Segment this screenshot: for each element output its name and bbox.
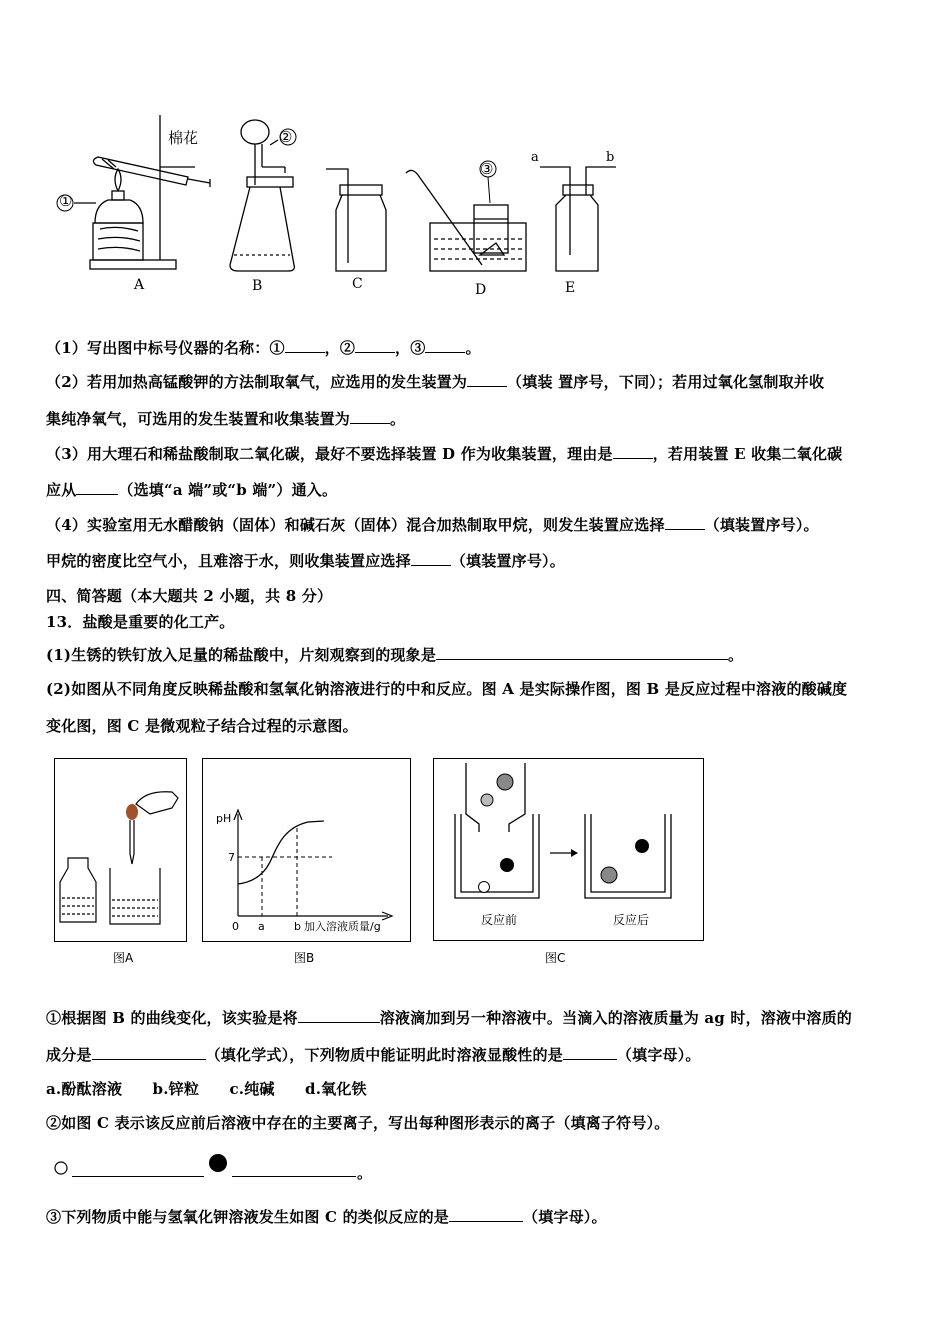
question-2-line-2: 集纯净氧气，可选用的发生装置和收集装置为 。 — [46, 410, 406, 428]
mark-3-label: ③ — [480, 160, 494, 178]
tick-b: b — [294, 920, 301, 933]
caption-b: 图B — [294, 951, 315, 965]
answer-blank[interactable] — [285, 338, 325, 353]
figure-b-chart — [202, 758, 412, 943]
answer-blank[interactable] — [563, 1045, 617, 1060]
question-13-part-1: (1)生锈的铁钉放入足量的稀盐酸中，片刻观察到的现象是 。 — [46, 646, 744, 664]
answer-blank[interactable] — [72, 1162, 204, 1177]
answer-blank[interactable] — [92, 1045, 206, 1060]
sub-question-3: ③下列物质中能与氢氧化钾溶液发生如图 C 的类似反应的是 （填字母）。 — [46, 1208, 607, 1226]
answer-blank[interactable] — [298, 1008, 380, 1023]
options: a.酚酞溶液 b.锌粒 c.纯碱 d.氧化铁 — [46, 1080, 367, 1098]
white-circle-icon — [53, 1160, 69, 1176]
question-2-line-1: （2）若用加热高锰酸钾的方法制取氧气，应选用的发生装置为 （填装 置序号，下同）；若用过氧化氢制取并收 — [46, 373, 825, 391]
light-gray-particle — [481, 794, 493, 806]
sub-question-1-line-1: ①根据图 B 的曲线变化，该实验是将 溶液滴加到另一种溶液中。当滴入的溶液质量为 ag 时，溶液中溶质的 — [46, 1009, 852, 1027]
question-4-line-1: （4）实验室用无水醋酸钠（固体）和碱石灰（固体）混合加热制取甲烷，则发生装置应选择 （填装置序号）。 — [46, 516, 819, 534]
port-a-label: a — [531, 150, 539, 165]
tick-a: a — [258, 920, 265, 933]
answer-blank[interactable] — [436, 645, 728, 660]
sub-question-1-line-2: 成分是 （填化学式），下列物质中能证明此时溶液显酸性的是 （填字母）。 — [46, 1046, 701, 1064]
after-label: 反应后 — [613, 913, 650, 927]
mark-2-label: ② — [279, 128, 293, 146]
before-label: 反应前 — [481, 913, 518, 927]
gray-particle — [497, 774, 513, 790]
black-particle — [500, 858, 514, 872]
question-1: （1）写出图中标号仪器的名称：① ，② ，③ 。 — [46, 339, 481, 357]
mark-1-label: ① — [59, 192, 73, 210]
cotton-label: 棉花 — [168, 129, 199, 147]
answer-blank[interactable] — [613, 444, 653, 459]
sub-question-2-end: 。 — [357, 1164, 373, 1182]
answer-blank[interactable] — [76, 480, 118, 495]
question-13-title: 13．盐酸是重要的化工产。 — [46, 613, 235, 631]
caption-c: 图C — [545, 951, 566, 965]
tick-7: 7 — [228, 851, 235, 864]
answer-blank[interactable] — [665, 515, 705, 530]
sub-question-2: ②如图 C 表示该反应前后溶液中存在的主要离子，写出每种图形表示的离子（填离子符号）。 — [46, 1114, 670, 1132]
answer-blank[interactable] — [449, 1207, 523, 1222]
port-b-label: b — [606, 150, 615, 165]
figure-a — [54, 758, 188, 943]
section-heading: 四、简答题（本大题共 2 小题，共 8 分） — [46, 587, 333, 605]
gray-particle — [601, 867, 617, 883]
x-axis-label: 加入溶液质量/g — [304, 920, 381, 933]
apparatus-label-b: B — [252, 278, 263, 294]
apparatus-label-d: D — [475, 282, 487, 298]
ph-curve — [238, 821, 324, 884]
answer-blank[interactable] — [355, 338, 395, 353]
question-4-line-2: 甲烷的密度比空气小，且难溶于水，则收集装置应选择 （填装置序号）。 — [46, 552, 565, 570]
caption-a: 图A — [113, 951, 134, 965]
tick-origin: 0 — [232, 920, 239, 933]
question-13-part-2-line-2: 变化图，图 C 是微观粒子结合过程的示意图。 — [46, 717, 358, 735]
figure-c — [433, 758, 705, 942]
answer-blank[interactable] — [411, 551, 451, 566]
question-3-line-2: 应从 （选填“a 端”或“b 端”）通入。 — [46, 481, 338, 499]
apparatus-label-e: E — [565, 280, 576, 296]
apparatus-label-a: A — [134, 277, 145, 293]
white-particle — [479, 882, 490, 893]
black-particle — [635, 839, 649, 853]
black-circle-icon — [207, 1152, 229, 1174]
answer-blank[interactable] — [232, 1162, 356, 1177]
question-13-part-2-line-1: (2)如图从不同角度反映稀盐酸和氢氧化钠溶液进行的中和反应。图 A 是实际操作图，图 B 是反应过程中溶液的酸碱度 — [46, 680, 848, 698]
answer-blank[interactable] — [425, 338, 465, 353]
answer-blank[interactable] — [467, 372, 507, 387]
question-3-line-1: （3）用大理石和稀盐酸制取二氧化碳，最好不要选择装置 D 作为收集装置，理由是 ，若用装置 E 收集二氧化碳 — [46, 445, 843, 463]
apparatus-figure — [50, 105, 650, 305]
apparatus-label-c: C — [352, 276, 363, 292]
y-axis-label: pH — [216, 812, 232, 825]
answer-blank[interactable] — [350, 409, 390, 424]
